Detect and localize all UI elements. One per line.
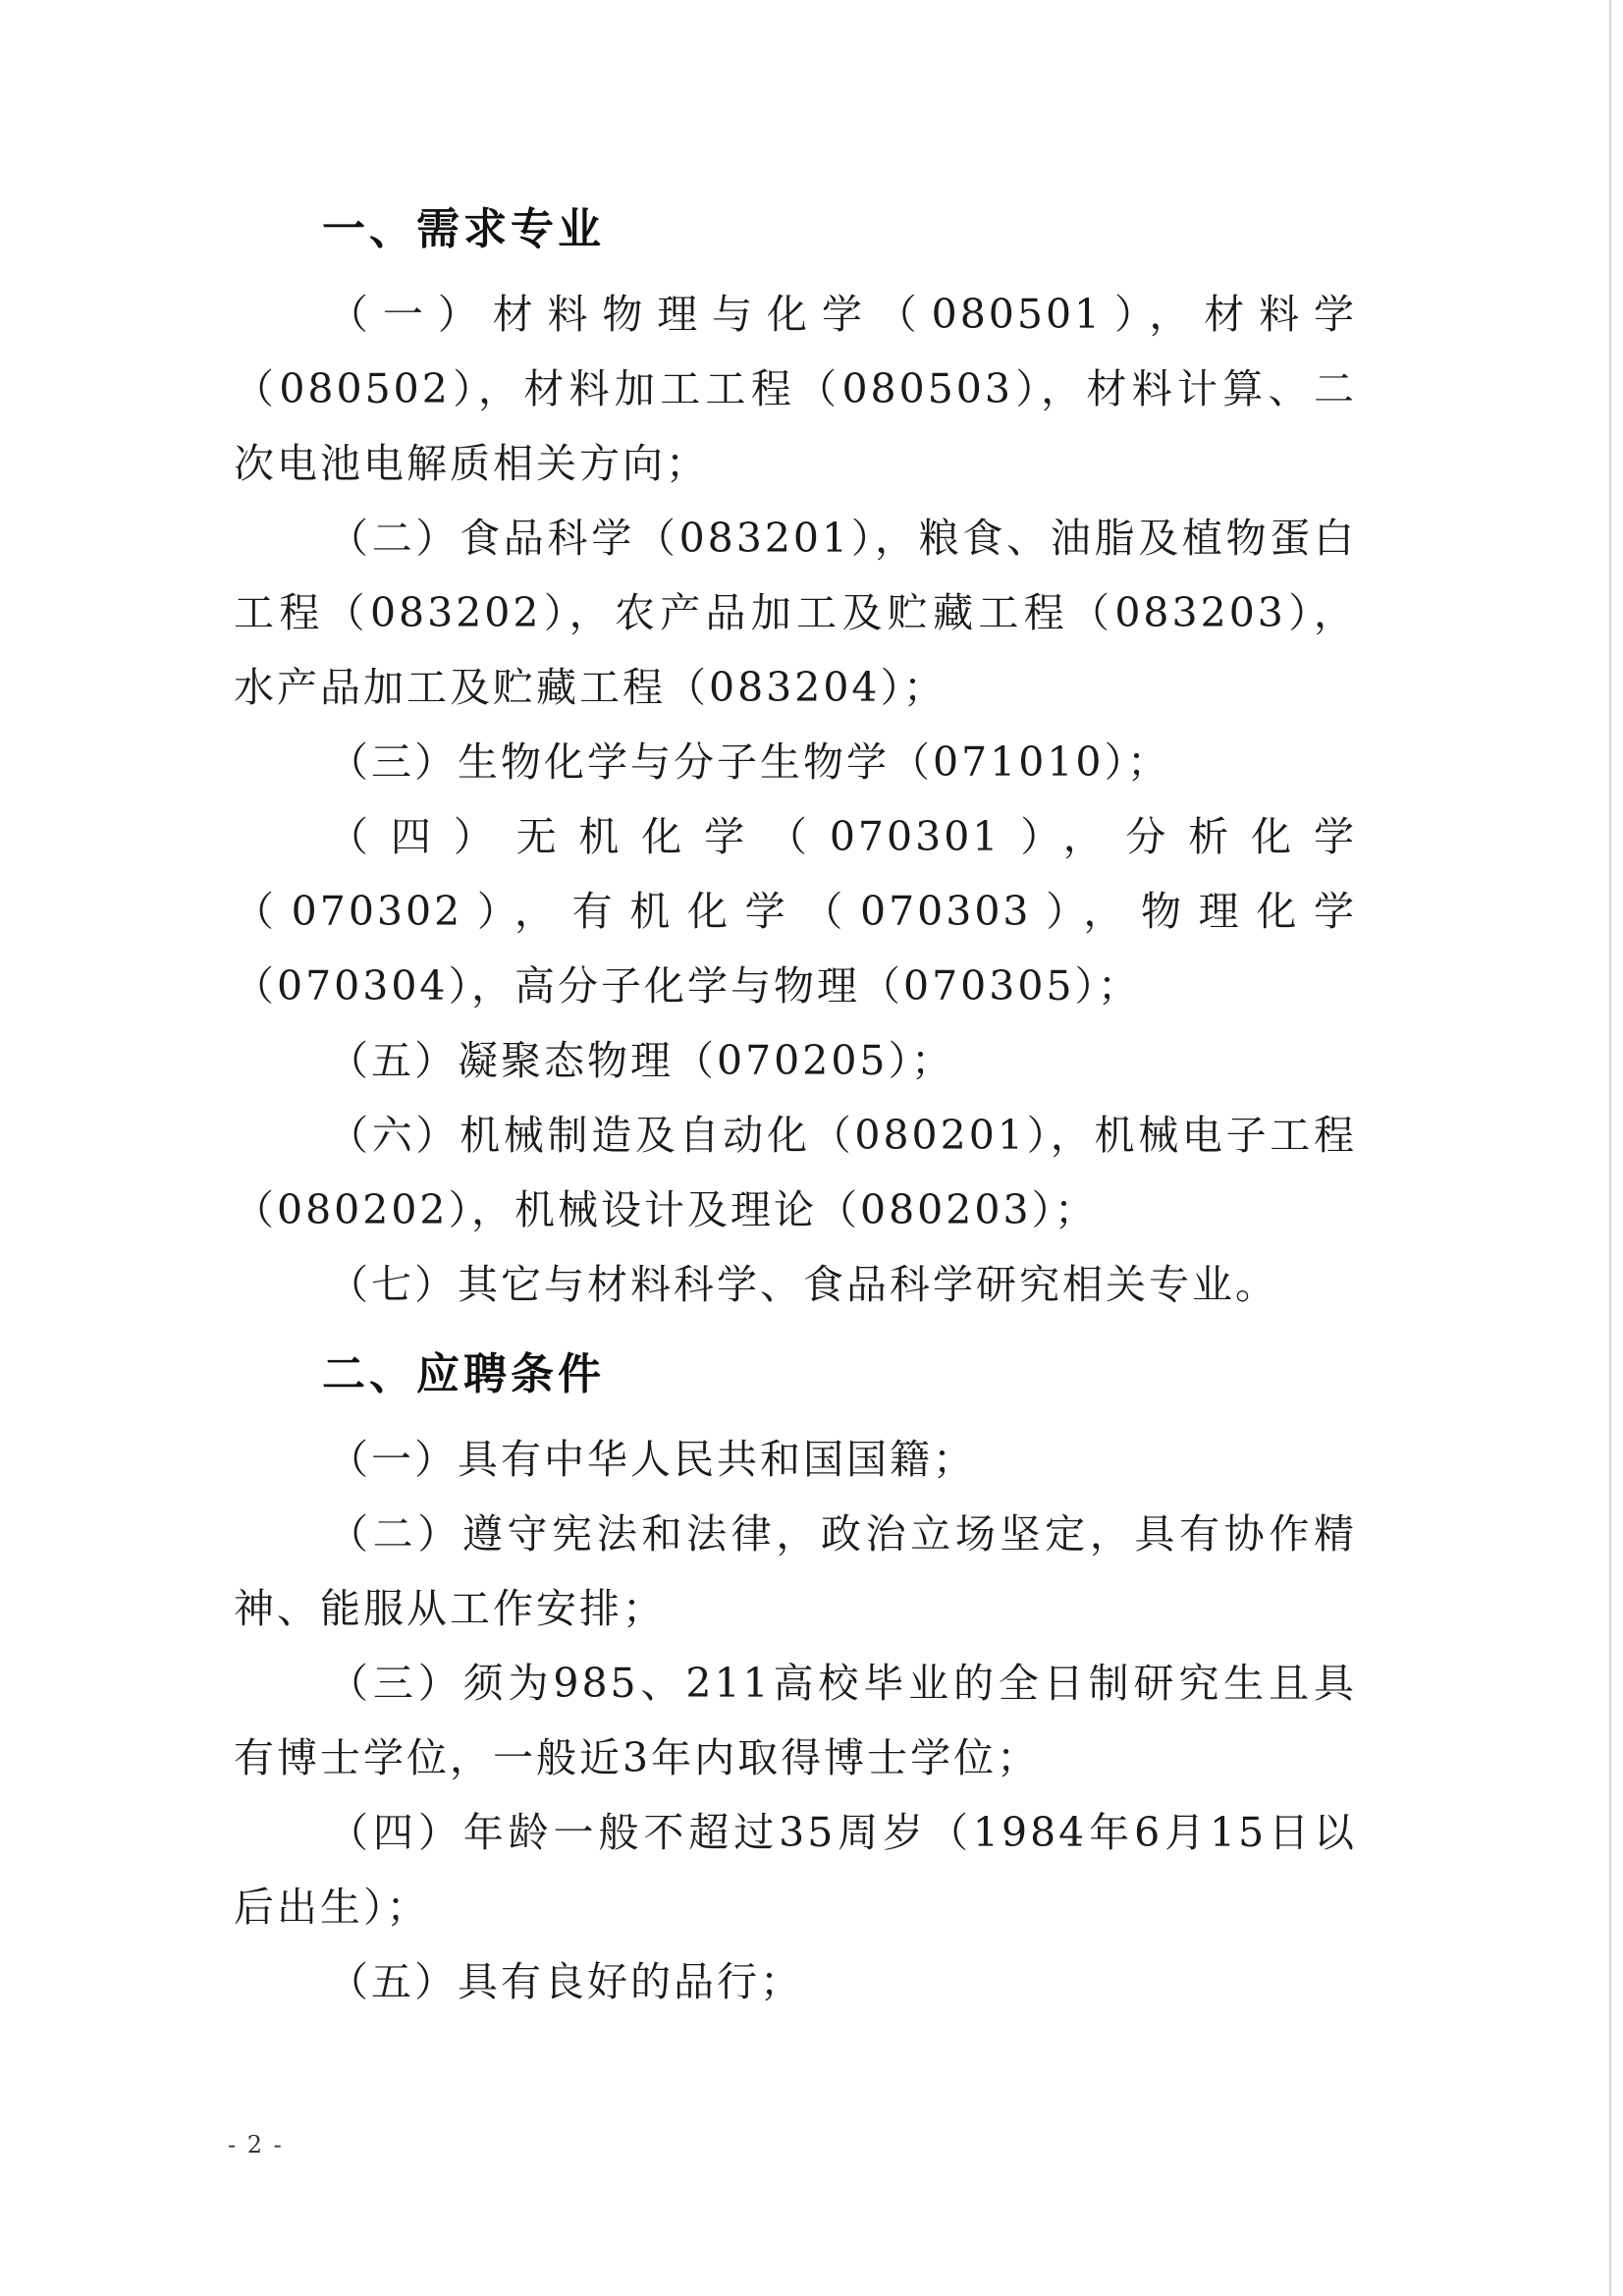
- condition-item-1: （一）具有中华人民共和国国籍；: [328, 1436, 976, 1483]
- condition-item-4: （四）年龄一般不超过35周岁（1984年6月15日以后出生）；: [234, 1809, 1357, 1931]
- major-item-4: （四）无机化学（070301），分析化学（070302），有机化学（070303），物理化学（070304），高分子化学与物理（070305）；: [234, 813, 1357, 1010]
- major-item-1: （一）材料物理与化学（080501），材料学（080502），材料加工工程（080503），材料计算、二次电池电解质相关方向；: [234, 291, 1357, 487]
- section-heading-conditions: 二、应聘条件: [322, 1349, 605, 1399]
- major-item-2: （二）食品科学（083201），粮食、油脂及植物蛋白工程（083202），农产品加工及贮藏工程（083203），水产品加工及贮藏工程（083204）；: [234, 515, 1357, 711]
- major-item-5: （五）凝聚态物理（070205）；: [328, 1037, 955, 1084]
- condition-item-5: （五）具有良好的品行；: [328, 1958, 803, 2005]
- major-item-7: （七）其它与材料科学、食品科学研究相关专业。: [328, 1261, 1278, 1308]
- major-item-3: （三）生物化学与分子生物学（071010）；: [328, 738, 1171, 786]
- condition-item-2: （二）遵守宪法和法律，政治立场坚定，具有协作精神、能服从工作安排；: [234, 1510, 1357, 1632]
- major-item-6: （六）机械制造及自动化（080201），机械电子工程（080202），机械设计及理论（080203）；: [234, 1112, 1357, 1233]
- section-heading-requirements: 一、需求专业: [322, 204, 605, 254]
- section-spacer: [234, 1322, 1357, 1338]
- condition-item-3: （三）须为985、211高校毕业的全日制研究生且具有博士学位，一般近3年内取得博士学位；: [234, 1660, 1357, 1781]
- document-body: [234, 192, 1357, 2019]
- page-number: - 2 -: [228, 2131, 284, 2159]
- scan-edge-line: [1609, 0, 1611, 2296]
